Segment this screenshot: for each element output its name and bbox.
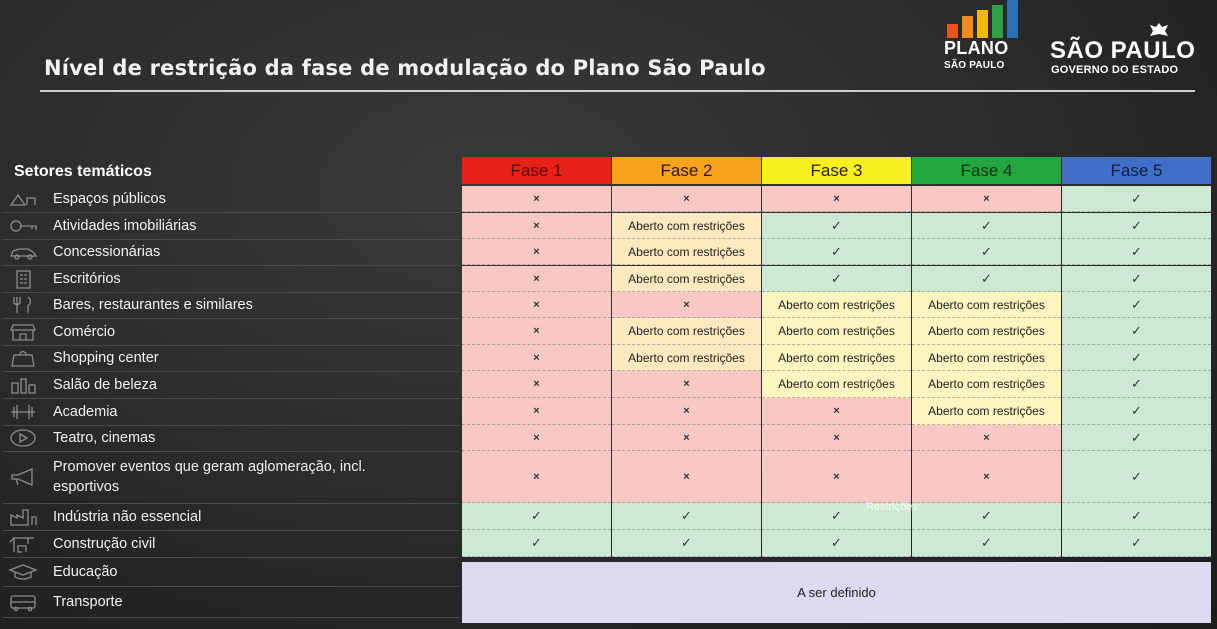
check-icon: ✓ [912, 213, 1061, 239]
governo-logo-subtitle: GOVERNO DO ESTADO [1051, 64, 1179, 76]
sao-paulo-logo-word: SÃO PAULO [1050, 37, 1196, 64]
closed-icon: × [762, 451, 911, 503]
public-space-icon [3, 186, 43, 212]
sector-label: Transporte [53, 593, 123, 610]
to-be-defined-cell: A ser definido [462, 562, 1211, 623]
check-icon: ✓ [1062, 213, 1211, 239]
check-icon: ✓ [1062, 345, 1211, 371]
restricted-cell: Aberto com restrições [612, 213, 761, 239]
sectors-heading: Setores temáticos [14, 163, 152, 180]
closed-icon: × [462, 213, 611, 239]
check-icon: ✓ [762, 239, 911, 265]
phase-header: Fase 5 [1062, 157, 1211, 184]
check-icon: ✓ [612, 503, 761, 530]
closed-icon: × [612, 292, 761, 318]
sector-label: Salão de beleza [53, 376, 157, 393]
closed-icon: × [462, 425, 611, 451]
sector-label: Concessionárias [53, 244, 161, 260]
check-icon: ✓ [1062, 318, 1211, 345]
check-icon: ✓ [1062, 398, 1211, 425]
crane-icon [3, 530, 43, 557]
closed-icon: × [462, 345, 611, 371]
shopping-bag-icon [3, 345, 43, 371]
title-divider [40, 90, 1195, 92]
sector-label: Teatro, cinemas [53, 430, 156, 446]
restricted-cell: Aberto com restrições [762, 292, 911, 318]
check-icon: ✓ [462, 530, 611, 557]
check-icon: ✓ [912, 239, 1061, 265]
cutlery-icon [3, 292, 43, 318]
sector-label: Academia [53, 403, 118, 420]
plano-logo-word: PLANO [944, 38, 1009, 58]
governo-sao-paulo-logo [1050, 22, 1200, 82]
restricted-cell: Aberto com restrições [762, 371, 911, 398]
state-crest-icon [1148, 22, 1170, 38]
phase-header: Fase 3 [762, 157, 911, 184]
cosmetics-icon [3, 371, 43, 398]
sector-row [3, 345, 459, 372]
phase-header: Fase 1 [462, 157, 611, 184]
sector-label: Indústria não essencial [53, 508, 202, 525]
key-icon [3, 213, 43, 239]
sector-row [3, 292, 459, 319]
restricted-cell: Aberto com restrições [912, 318, 1061, 345]
restricted-cell: Aberto com restrições [612, 345, 761, 371]
closed-icon: × [462, 398, 611, 425]
sector-row [3, 213, 459, 240]
restricted-cell: Aberto com restrições [612, 266, 761, 292]
sector-row [3, 530, 459, 558]
closed-icon: × [612, 425, 761, 451]
car-icon [3, 239, 43, 265]
bar-chart-logo-icon [945, 0, 1023, 38]
sector-row [3, 557, 459, 587]
sector-row [3, 318, 459, 346]
office-building-icon [3, 266, 43, 292]
sector-label: Shopping center [53, 350, 159, 366]
closed-icon: × [912, 425, 1061, 451]
megaphone-icon [3, 451, 43, 503]
sector-row [3, 586, 459, 618]
check-icon: ✓ [1062, 371, 1211, 398]
sector-label: Comércio [53, 323, 116, 340]
check-icon: ✓ [762, 530, 911, 557]
play-icon [3, 425, 43, 451]
closed-icon: × [762, 398, 911, 425]
sector-label: Espaços públicos [53, 191, 166, 207]
sector-label: Escritórios [53, 271, 121, 287]
sector-row [3, 451, 459, 504]
closed-icon: × [612, 186, 761, 212]
restricted-cell: Aberto com restrições [612, 239, 761, 265]
phase-header: Fase 4 [912, 157, 1061, 184]
check-icon: ✓ [1062, 266, 1211, 292]
check-icon: ✓ [762, 503, 911, 530]
closed-icon: × [612, 451, 761, 503]
restricted-cell: Aberto com restrições [762, 318, 911, 345]
closed-icon: × [612, 398, 761, 425]
closed-icon: × [462, 371, 611, 398]
closed-icon: × [462, 451, 611, 503]
sector-label: Construção civil [53, 535, 156, 552]
check-icon: ✓ [912, 503, 1061, 530]
phase-header: Fase 2 [612, 157, 761, 184]
sector-row [3, 371, 459, 399]
sector-row [3, 503, 459, 531]
restricted-cell: Aberto com restrições [912, 345, 1061, 371]
closed-icon: × [462, 239, 611, 265]
plano-sao-paulo-logo [944, 0, 1026, 78]
restricted-cell: Aberto com restrições [912, 292, 1061, 318]
check-icon: ✓ [1062, 186, 1211, 212]
closed-icon: × [612, 371, 761, 398]
check-icon: ✓ [1062, 530, 1211, 557]
check-icon: ✓ [912, 530, 1061, 557]
overlay-restrictions-label: Restrições: [866, 501, 922, 513]
check-icon: ✓ [1062, 451, 1211, 503]
check-icon: ✓ [1062, 239, 1211, 265]
closed-icon: × [762, 186, 911, 212]
page-title: Nível de restrição da fase de modulação do Plano São Paulo [44, 56, 766, 80]
bus-icon [3, 586, 43, 617]
storefront-icon [3, 318, 43, 345]
closed-icon: × [462, 266, 611, 292]
sector-label: Bares, restaurantes e similares [53, 297, 253, 313]
graduation-cap-icon [3, 557, 43, 586]
sector-row [3, 266, 459, 293]
sector-label: Educação [53, 563, 118, 580]
plano-logo-subtitle: SÃO PAULO [944, 60, 1005, 71]
check-icon: ✓ [762, 266, 911, 292]
check-icon: ✓ [1062, 425, 1211, 451]
sector-row [3, 186, 459, 213]
check-icon: ✓ [762, 213, 911, 239]
closed-icon: × [912, 451, 1061, 503]
check-icon: ✓ [1062, 503, 1211, 530]
restricted-cell: Aberto com restrições [912, 398, 1061, 425]
check-icon: ✓ [1062, 292, 1211, 318]
factory-icon [3, 503, 43, 530]
restricted-cell: Aberto com restrições [762, 345, 911, 371]
closed-icon: × [462, 186, 611, 212]
check-icon: ✓ [462, 503, 611, 530]
dumbbell-icon [3, 398, 43, 425]
restricted-cell: Aberto com restrições [612, 318, 761, 345]
closed-icon: × [462, 292, 611, 318]
closed-icon: × [912, 186, 1061, 212]
sector-row [3, 239, 459, 266]
sector-row [3, 425, 459, 452]
sector-label: Atividades imobiliárias [53, 218, 197, 234]
closed-icon: × [762, 425, 911, 451]
sector-label: Promover eventos que geram aglomeração, incl. esportivos [53, 459, 366, 495]
check-icon: ✓ [612, 530, 761, 557]
check-icon: ✓ [912, 266, 1061, 292]
closed-icon: × [462, 318, 611, 345]
restricted-cell: Aberto com restrições [912, 371, 1061, 398]
sector-row [3, 398, 459, 426]
